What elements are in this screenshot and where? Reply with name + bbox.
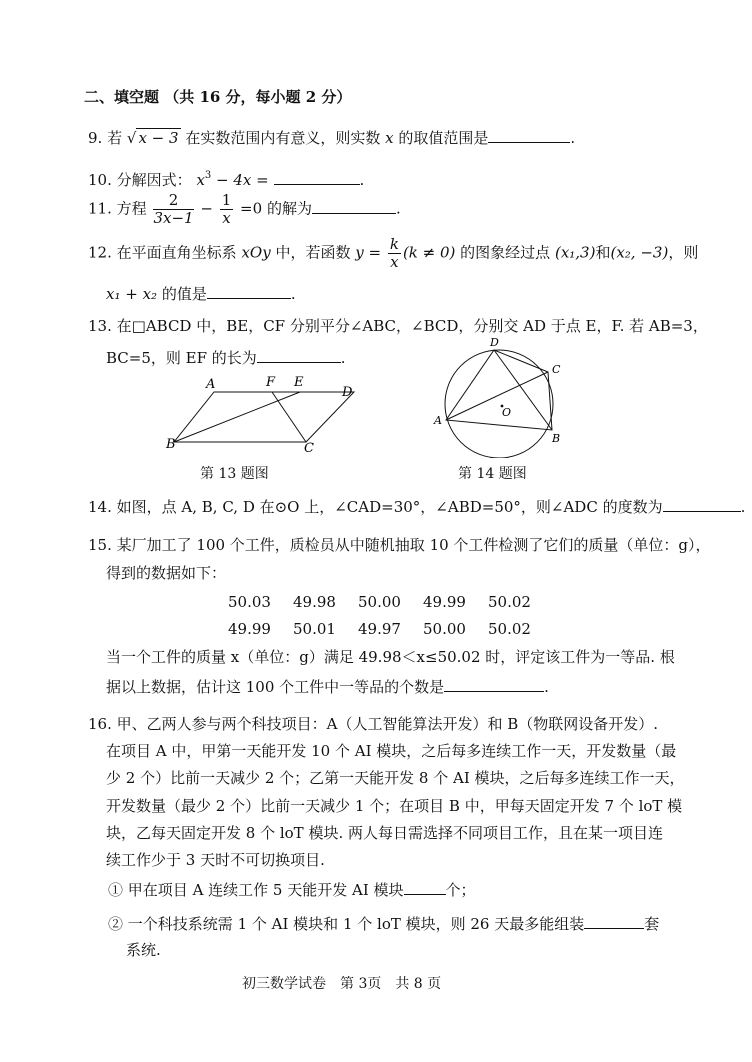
question-16-sub2: ② 一个科技系统需 1 个 AI 模块和 1 个 loT 模块，则 26 天最多能组装 套 (108, 912, 659, 934)
label-e: E (294, 375, 304, 390)
figure-13-parallelogram (160, 372, 370, 454)
segment-ac (446, 372, 548, 420)
label-a: A (434, 414, 442, 427)
question-15-line3: 当一个工件的质量 x（单位：g）满足 49.98＜x≤50.02 时，评定该工件为一等品. 根 (106, 648, 675, 666)
label-d: D (490, 336, 499, 349)
question-16-line4: 开发数量（最少 2 个）比前一天减少 1 个；在项目 B 中，甲每天固定开发 7 个 loT 模 (106, 797, 683, 815)
question-14: 14. 如图，点 A, B, C, D 在⊙O 上，∠CAD=30°，∠ABD=50°，则∠ADC 的度数为 . (88, 495, 745, 517)
data-cell: 50.03 (228, 593, 271, 611)
fraction-k-over-x: $\frac{k}{x}$ (389, 235, 399, 271)
answer-blank-10[interactable] (274, 168, 360, 185)
question-16-sub2-line2: 系统. (126, 941, 161, 959)
q9-radicand: x − 3 (138, 129, 179, 147)
figure-13-caption: 第 13 题图 (200, 466, 269, 482)
question-16-line5: 块，乙每天固定开发 8 个 loT 模块. 两人每日需选择不同项目工作，且在某一项目连 (106, 824, 663, 842)
data-cell: 49.99 (228, 620, 271, 638)
label-b: B (552, 432, 561, 445)
figure-14-circle (428, 334, 570, 458)
question-15-line2: 得到的数据如下： (106, 564, 227, 582)
label-d: D (342, 385, 353, 400)
data-cell: 50.00 (423, 620, 466, 638)
question-16-sub1: ① 甲在项目 A 连续工作 5 天能开发 AI 模块 个； (108, 878, 476, 900)
question-12-line2: x₁ + x₂ 的值是 . (106, 282, 296, 304)
data-row-1 (228, 592, 553, 612)
label-c: C (304, 441, 314, 454)
question-12: 12. 在平面直角坐标系 xOy 中，若函数 y = $\frac{k}{x}$ (k ≠ 0) 的图象经过点 (x₁,3)和(x₂, −3)，则 (88, 235, 699, 271)
quadrilateral-adcb (446, 350, 552, 430)
data-cell: 50.00 (358, 593, 401, 611)
data-cell: 49.98 (293, 593, 336, 611)
data-cell: 50.02 (488, 620, 531, 638)
data-cell: 49.97 (358, 620, 401, 638)
data-cell: 49.99 (423, 593, 466, 611)
question-16-line6: 续工作少于 3 天时不可切换项目. (106, 851, 325, 869)
question-9: 9. 若 √ x − 3 在实数范围内有意义，则实数 x 的取值范围是 . (88, 126, 575, 148)
question-16-line3: 少 2 个）比前一天减少 2 个；乙第一天能开发 8 个 AI 模块，之后每多连续工作一天， (106, 769, 685, 787)
answer-blank-13[interactable] (257, 346, 341, 363)
segment-be (174, 392, 300, 442)
question-13-line2: BC=5，则 EF 的长为 . (106, 346, 346, 368)
q9-number: 9. (88, 129, 103, 147)
answer-blank-16-2[interactable] (584, 912, 644, 929)
answer-blank-9[interactable] (488, 126, 570, 143)
data-cell: 50.02 (488, 593, 531, 611)
data-row-2 (228, 619, 553, 639)
answer-blank-16-1[interactable] (404, 878, 446, 895)
question-10: 10. 分解因式： $x^3 - 4x$ = . (88, 170, 365, 189)
sqrt-symbol: √ (126, 129, 137, 147)
label-b: B (166, 437, 176, 452)
fraction-1-over-x: $\frac{1}{x}$ (221, 191, 232, 227)
answer-blank-12[interactable] (207, 282, 291, 299)
answer-blank-11[interactable] (312, 197, 396, 214)
label-o: O (502, 406, 512, 419)
question-16-line2: 在项目 A 中，甲第一天能开发 10 个 AI 模块，之后每多连续工作一天，开发数量（最 (106, 742, 677, 760)
page-footer: 初三数学试卷 第 3页 共 8 页 (242, 976, 442, 992)
fraction-2-over-3x-1: $\frac{2}{3x-1}$ (153, 191, 194, 227)
circle-o (445, 350, 553, 458)
data-cell: 50.01 (293, 620, 336, 638)
question-16: 16. 甲、乙两人参与两个科技项目：A（人工智能算法开发）和 B（物联网设备开发）. (88, 715, 659, 733)
segment-cf (272, 392, 306, 442)
label-f: F (266, 375, 276, 390)
figure-14-caption: 第 14 题图 (458, 466, 527, 482)
question-13: 13. 在□ABCD 中，BE，CF 分别平分∠ABC，∠BCD，分别交 AD 于点 E，F. 若 AB=3， (88, 317, 708, 335)
question-11: 11. 方程 $\frac{2}{3x-1}$ − $\frac{1}{x}$ =0 的解为 . (88, 191, 401, 227)
answer-blank-15[interactable] (444, 675, 544, 692)
label-a: A (206, 377, 216, 392)
answer-blank-14[interactable] (663, 495, 741, 512)
section-title: 二、填空题 （共 16 分，每小题 2 分） (84, 88, 352, 106)
label-c: C (552, 363, 561, 376)
parallelogram-abcd (174, 392, 354, 442)
question-15: 15. 某厂加工了 100 个工件，质检员从中随机抽取 10 个工件检测了它们的质量（单位：g）， (88, 536, 711, 554)
question-15-line4: 据以上数据，估计这 100 个工件中一等品的个数是 . (106, 675, 549, 697)
